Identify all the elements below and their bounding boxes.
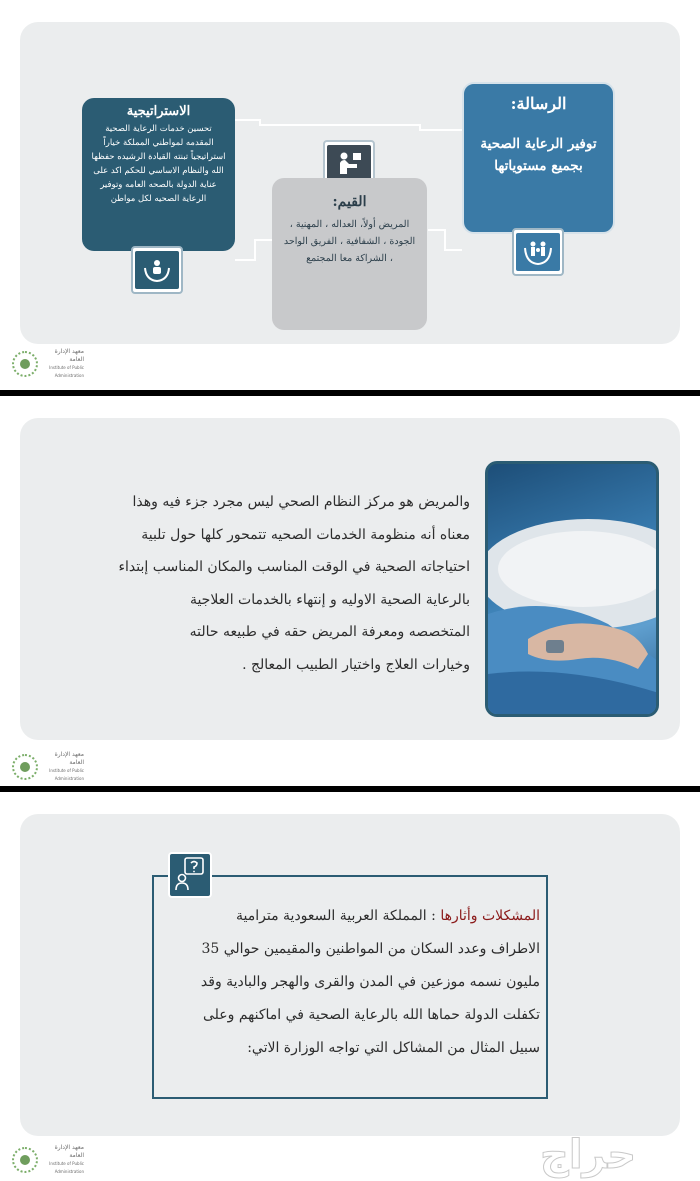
hands-people-icon: [131, 246, 183, 294]
paragraph-line: بالرعاية الصحية الاوليه و إنتهاء بالخدمات العلاجية: [189, 591, 470, 608]
paragraph-line: معناه أنه منظومة الخدمات الصحيه تتمحور كلها حول تلبية: [141, 526, 470, 543]
mission-body: توفير الرعاية الصحية بجميع مستوياتها: [480, 136, 597, 174]
strategy-title: الاستراتيجية: [126, 104, 191, 119]
institute-logo: [12, 751, 84, 783]
slide-vision: [0, 0, 700, 390]
problems-paragraph: [168, 900, 540, 1065]
institute-logo: [12, 348, 84, 380]
seal-icon: [12, 351, 38, 377]
problems-heading: المشكلات وأثارها: [440, 908, 540, 924]
paragraph-line: المتخصصه ومعرفة المريض حقه في طبيعه حالته: [189, 624, 470, 640]
paragraph-line: والمريض هو مركز النظام الصحي ليس مجرد جزء فيه وهذا: [132, 494, 470, 510]
family-care-icon: [512, 228, 564, 276]
values-card: [272, 178, 427, 330]
values-body: المريض أولاً، العداله ، المهنية ، الجودة ، الشفافية ، الفريق الواحد ، الشراكة معا المجتمع: [283, 219, 416, 264]
slide-patient: [0, 396, 700, 786]
patient-photo: [485, 461, 659, 717]
paragraph-line: : المملكة العربية السعودية مترامية: [236, 908, 436, 924]
mission-card: [462, 82, 615, 234]
mission-title: الرسالة:: [510, 94, 567, 113]
values-title: القيم:: [332, 194, 367, 210]
slide-problems: [0, 792, 700, 1181]
paragraph-line: وخيارات العلاج واختيار الطبيب المعالج .: [242, 656, 470, 673]
paragraph-line: سبيل المثال من المشاكل التي تواجه الوزارة الاتي:: [247, 1040, 540, 1056]
paragraph-line: تكفلت الدولة حماها الله بالرعاية الصحية في اماكنهم وعلى: [202, 1007, 540, 1023]
logo-text-en: Institute of Public Administration: [49, 768, 84, 781]
paragraph-line: مليون نسمه موزعين في المدن والقرى والهجر والبادية وقد: [200, 974, 540, 990]
seal-icon: [12, 1147, 38, 1173]
paragraph-line: احتياجاته الصحية في الوقت المناسب والمكان المناسب إبتداء: [118, 559, 470, 575]
seal-icon: [12, 754, 38, 780]
strategy-body: تحسين خدمات الرعاية الصحية المقدمه لمواطني المملكة خياراً استراتيجياً تبنته القيادة الرشيده حفظها الله والنظام الاساسي للحكم اكد على عناية الدولة بالصحه العامه وتوفير الرعاية الصحيه لكل مواطن: [91, 124, 226, 204]
logo-text-ar: معهد الإدارة العامة: [54, 751, 84, 766]
patient-paragraph: [60, 486, 470, 681]
logo-text-ar: معهد الإدارة العامة: [54, 348, 84, 363]
question-person-icon: [168, 852, 212, 898]
paragraph-line: الاطراف وعدد السكان من المواطنين والمقيمين حوالي 35: [201, 941, 540, 957]
logo-text-ar: معهد الإدارة العامة: [54, 1144, 84, 1159]
strategy-card: [82, 98, 235, 251]
logo-text-en: Institute of Public Administration: [49, 365, 84, 378]
institute-logo: [12, 1144, 84, 1176]
haraj-watermark: حراج: [540, 1132, 637, 1178]
logo-text-en: Institute of Public Administration: [49, 1161, 84, 1174]
